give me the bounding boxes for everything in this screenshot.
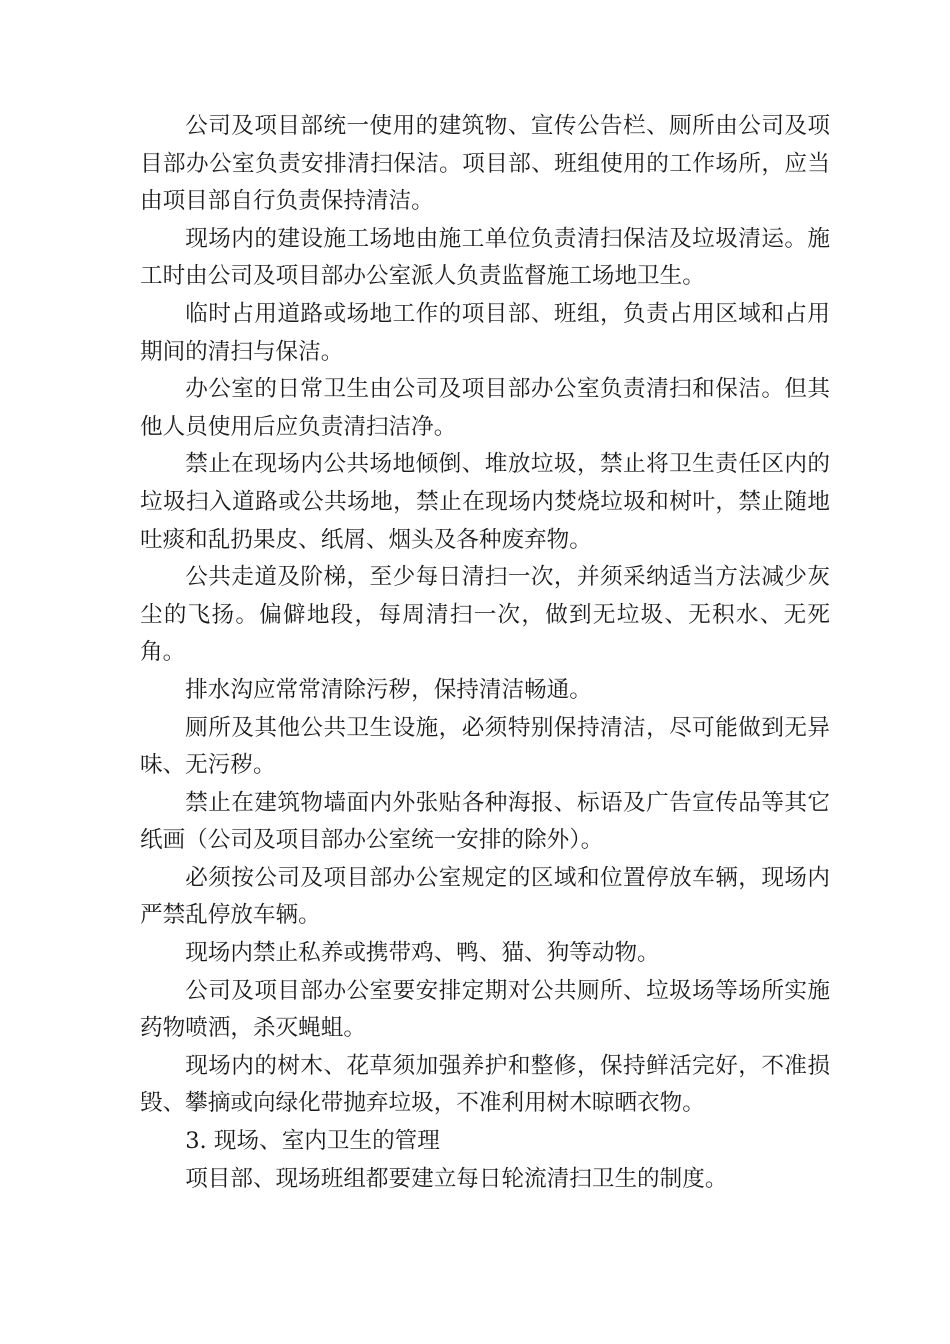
paragraph-pest-control: 公司及项目部办公室要安排定期对公共厕所、垃圾场等场所实施药物喷洒，杀灭蝇蛆。 [140, 977, 830, 1042]
paragraph-parking: 必须按公司及项目部办公室规定的区域和位置停放车辆，现场内严禁乱停放车辆。 [140, 864, 830, 929]
paragraph-temporary-use: 临时占用道路或场地工作的项目部、班组，负责占用区域和占用期间的清扫与保洁。 [140, 300, 830, 365]
paragraph-greenery: 现场内的树木、花草须加强养护和整修，保持鲜活完好，不准损毁、攀摘或向绿化带抛弃垃圾，不准利用树木晾晒衣物。 [140, 1052, 830, 1117]
paragraph-posters: 禁止在建筑物墙面内外张贴各种海报、标语及广告宣传品等其它纸画（公司及项目部办公室统一安排的除外）。 [140, 789, 830, 854]
paragraph-drains: 排水沟应常常清除污秽，保持清洁畅通。 [185, 676, 592, 703]
paragraph-animals: 现场内禁止私养或携带鸡、鸭、猫、狗等动物。 [185, 940, 660, 967]
paragraph-littering-ban: 禁止在现场内公共场地倾倒、堆放垃圾，禁止将卫生责任区内的垃圾扫入道路或公共场地，禁止在现场内焚烧垃圾和树叶，禁止随地吐痰和乱扔果皮、纸屑、烟头及各种废弃物。 [140, 451, 830, 553]
section-heading: 3. 现场、室内卫生的管理 [185, 1128, 440, 1155]
paragraph-office-hygiene: 办公室的日常卫生由公司及项目部办公室负责清扫和保洁。但其他人员使用后应负责清扫洁净。 [140, 376, 830, 440]
paragraph-walkways: 公共走道及阶梯，至少每日清扫一次，并须采纳适当方法减少灰尘的飞扬。偏僻地段，每周清扫一次，做到无垃圾、无积水、无死角。 [140, 564, 830, 666]
paragraph-toilets: 厕所及其他公共卫生设施，必须特别保持清洁，尽可能做到无异味、无污秽。 [140, 714, 830, 779]
paragraph-public-buildings: 公司及项目部统一使用的建筑物、宣传公告栏、厕所由公司及项目部办公室负责安排清扫保洁。项目部、班组使用的工作场所，应当由项目部自行负责保持清洁。 [140, 113, 830, 215]
paragraph-cleaning-rota: 项目部、现场班组都要建立每日轮流清扫卫生的制度。 [185, 1165, 728, 1192]
document-body [140, 108, 830, 1198]
paragraph-construction-site: 现场内的建设施工场地由施工单位负责清扫保洁及垃圾清运。施工时由公司及项目部办公室派人负责监督施工场地卫生。 [140, 225, 830, 290]
